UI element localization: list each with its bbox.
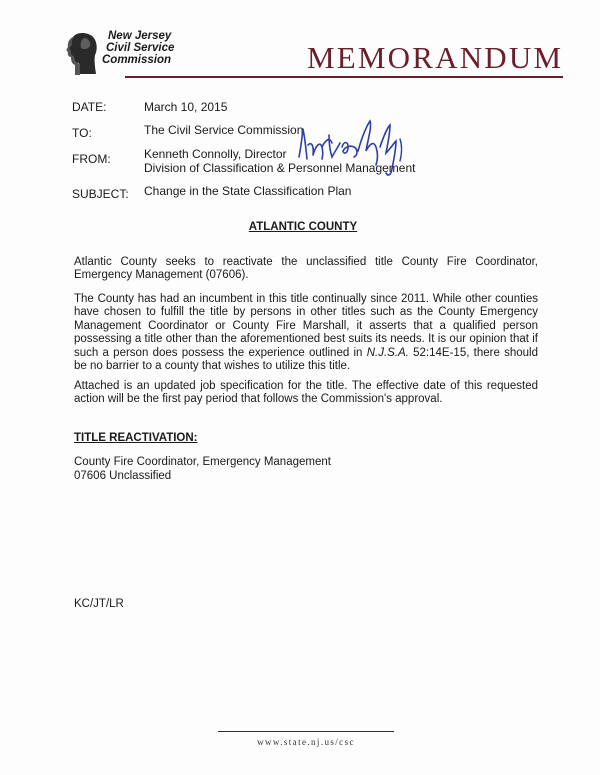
- county-heading: ATLANTIC COUNTY: [248, 221, 358, 233]
- paragraph-2-text-a: The County has had an incumbent in this title continually since 2011. While other counties have chosen to fulfill the title by persons in other titles such as the County Emergency Management Coordinator or County Fire Marshall, it asserts that a qualified person possessing a title other than the aforementioned best suits its needs. It is our opinion that if such a person does possess the experience outlined in: [74, 293, 538, 359]
- paragraph-1: Atlantic County seeks to reactivate the unclassified title County Fire Coordinator, Emergency Management (07606).: [74, 256, 538, 282]
- paragraph-3: Attached is an updated job specification for the title. The effective date of this requested action will be the first pay period that follows the Commission's approval.: [74, 380, 538, 406]
- to-value: The Civil Service Commission: [144, 123, 304, 137]
- title-reactivation-heading: TITLE REACTIVATION:: [74, 432, 198, 444]
- reference-initials: KC/JT/LR: [74, 598, 124, 610]
- title-code: 07606 Unclassified: [74, 470, 172, 482]
- footer-divider: [218, 731, 394, 732]
- footer-website: www.state.nj.us/csc: [257, 737, 355, 747]
- date-value: March 10, 2015: [144, 100, 228, 114]
- paragraph-2: [74, 293, 538, 373]
- from-division: Division of Classification & Personnel Management: [144, 161, 416, 175]
- statute-citation: N.J.S.A.: [366, 346, 409, 359]
- header-divider: [125, 76, 563, 78]
- logo-wordmark: [102, 30, 174, 66]
- paragraph-2-text-b: 52:14E-15, there should be no barrier to a county that wishes to utilize this title.: [74, 346, 539, 373]
- memorandum-title: MEMORANDUM: [307, 40, 564, 75]
- date-label: DATE:: [72, 100, 107, 114]
- silhouette-profiles-icon: [62, 30, 106, 76]
- from-name: Kenneth Connolly, Director: [144, 147, 287, 161]
- subject-value: Change in the State Classification Plan: [144, 184, 352, 198]
- title-name: County Fire Coordinator, Emergency Management: [74, 456, 331, 468]
- logo-line-1: New Jersey: [108, 30, 172, 42]
- from-label: FROM:: [72, 152, 111, 166]
- subject-label: SUBJECT:: [72, 187, 129, 201]
- nj-csc-logo: [62, 28, 192, 80]
- to-label: TO:: [72, 126, 92, 140]
- logo-line-3: Commission: [102, 54, 172, 66]
- handwritten-signature: [296, 117, 408, 179]
- logo-line-2: Civil Service: [106, 42, 175, 54]
